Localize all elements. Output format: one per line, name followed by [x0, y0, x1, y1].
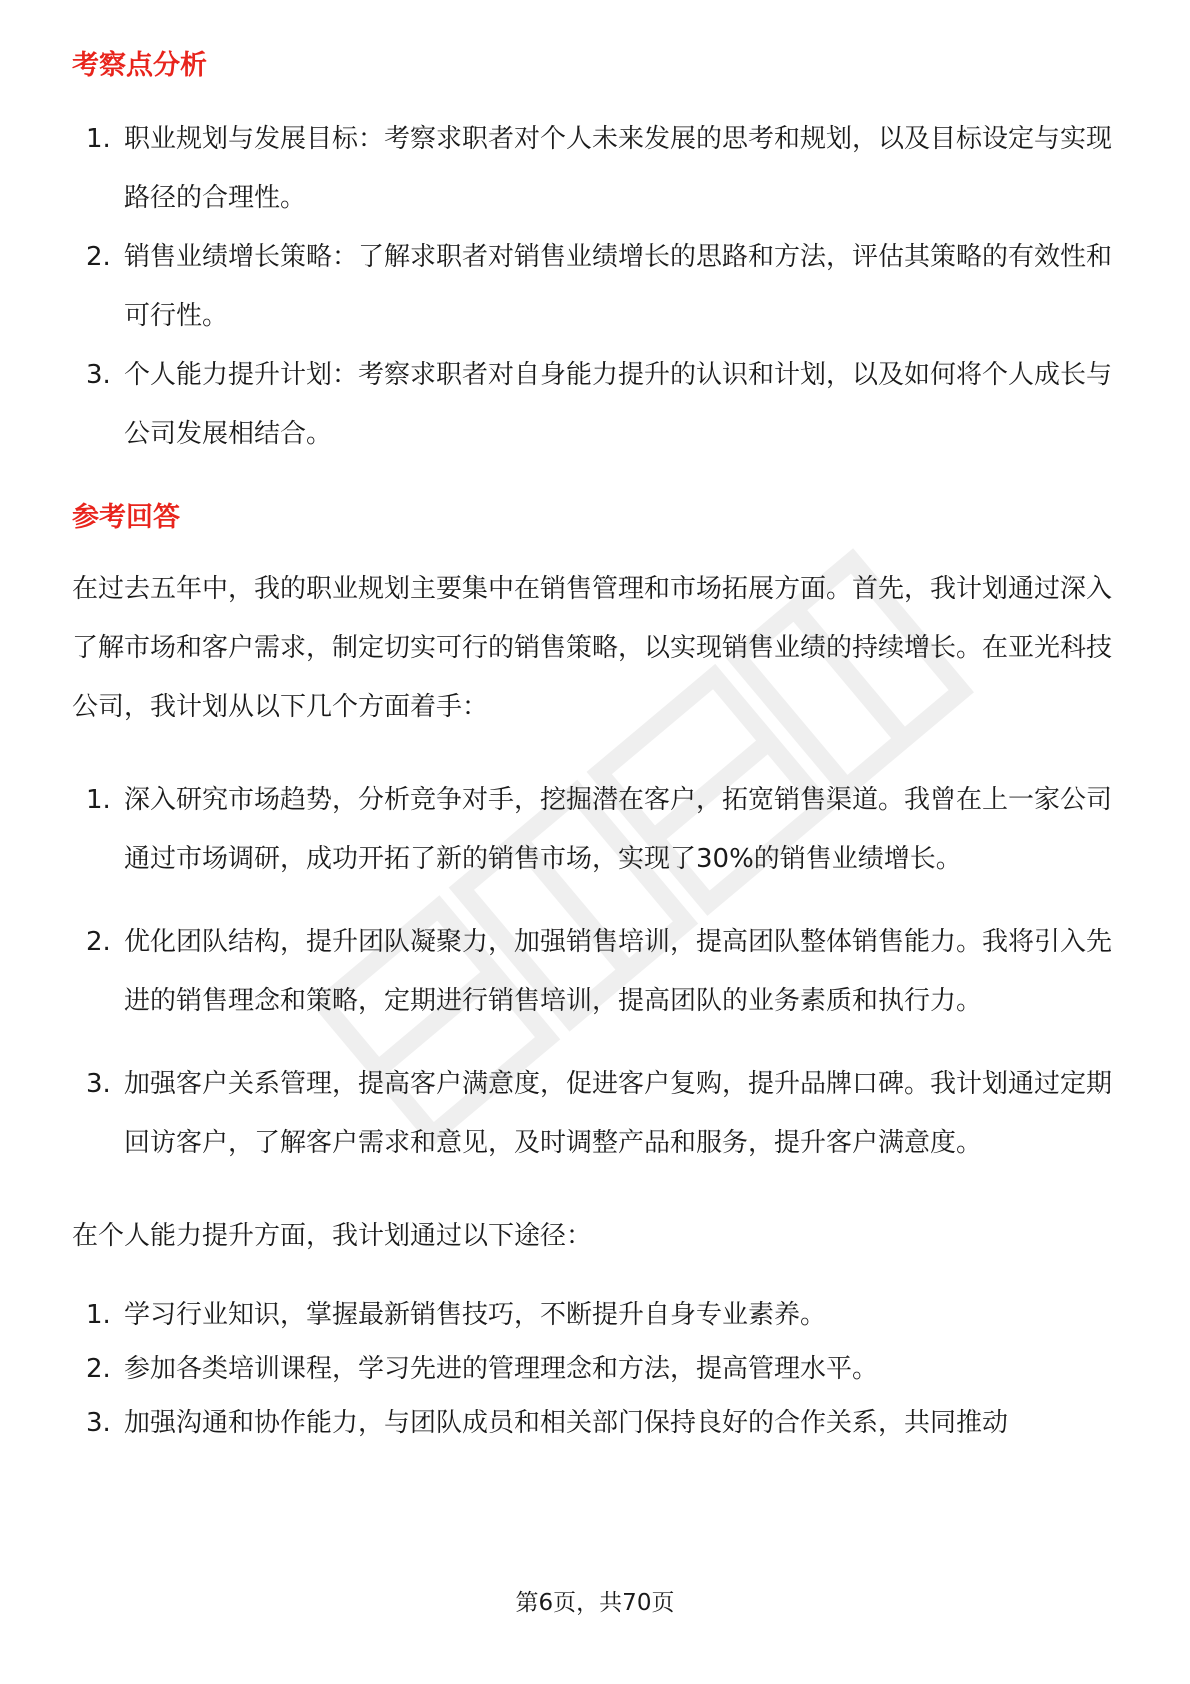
list-item-text: 个人能力提升计划：考察求职者对自身能力提升的认识和计划，以及如何将个人成长与公司发展相结合。: [124, 360, 1113, 449]
document-body: [72, 46, 1122, 1450]
list-number: 1.: [86, 1300, 111, 1330]
list-item: [72, 346, 1122, 464]
list-item-text: 参加各类培训课程，学习先进的管理理念和方法，提高管理水平。: [124, 1354, 879, 1384]
list-item: [72, 1055, 1122, 1173]
list-item: [72, 228, 1122, 346]
list-item: [72, 1396, 1122, 1450]
section-heading-reference-answer: 参考回答: [72, 502, 180, 533]
list-item-text: 学习行业知识，掌握最新销售技巧，不断提升自身专业素养。: [124, 1300, 827, 1330]
list-item-text: 销售业绩增长策略：了解求职者对销售业绩增长的思路和方法，评估其策略的有效性和可行性。: [124, 242, 1113, 331]
page-number-footer: 第6页，共70页: [515, 1590, 675, 1616]
plan-list: [72, 771, 1122, 1173]
list-number: 3.: [86, 1069, 111, 1099]
list-item-text: 加强客户关系管理，提高客户满意度，促进客户复购，提升品牌口碑。我计划通过定期回访客户，了解客户需求和意见，及时调整产品和服务，提升客户满意度。: [124, 1069, 1113, 1158]
list-item-text: 加强沟通和协作能力，与团队成员和相关部门保持良好的合作关系，共同推动: [124, 1408, 1009, 1438]
list-item: [72, 1342, 1122, 1396]
list-item: [72, 771, 1122, 889]
list-number: 1.: [86, 124, 111, 154]
list-item: [72, 110, 1122, 228]
list-number: 3.: [86, 1408, 111, 1438]
answer-intro-paragraph: 在过去五年中，我的职业规划主要集中在销售管理和市场拓展方面。首先，我计划通过深入了解市场和客户需求，制定切实可行的销售策略，以实现销售业绩的持续增长。在亚光科技公司，我计划从以下几个方面着手：: [72, 574, 1113, 722]
list-number: 2.: [86, 1354, 111, 1384]
list-item-text: 职业规划与发展目标：考察求职者对个人未来发展的思考和规划，以及目标设定与实现路径的合理性。: [124, 124, 1113, 213]
list-item: [72, 913, 1122, 1031]
list-number: 2.: [86, 927, 111, 957]
list-number: 1.: [86, 785, 111, 815]
list-item-text: 优化团队结构，提升团队凝聚力，加强销售培训，提高团队整体销售能力。我将引入先进的销售理念和策略，定期进行销售培训，提高团队的业务素质和执行力。: [124, 927, 1113, 1016]
list-item-text: 深入研究市场趋势，分析竞争对手，挖掘潜在客户，拓宽销售渠道。我曾在上一家公司通过市场调研，成功开拓了新的销售市场，实现了30%的销售业绩增长。: [124, 785, 1113, 874]
analysis-list: [72, 110, 1122, 464]
section-heading-analysis: 考察点分析: [72, 50, 207, 81]
ability-list: [72, 1288, 1122, 1450]
list-number: 3.: [86, 360, 111, 390]
list-number: 2.: [86, 242, 111, 272]
ability-intro-paragraph: 在个人能力提升方面，我计划通过以下途径：: [72, 1221, 593, 1251]
list-item: [72, 1288, 1122, 1342]
